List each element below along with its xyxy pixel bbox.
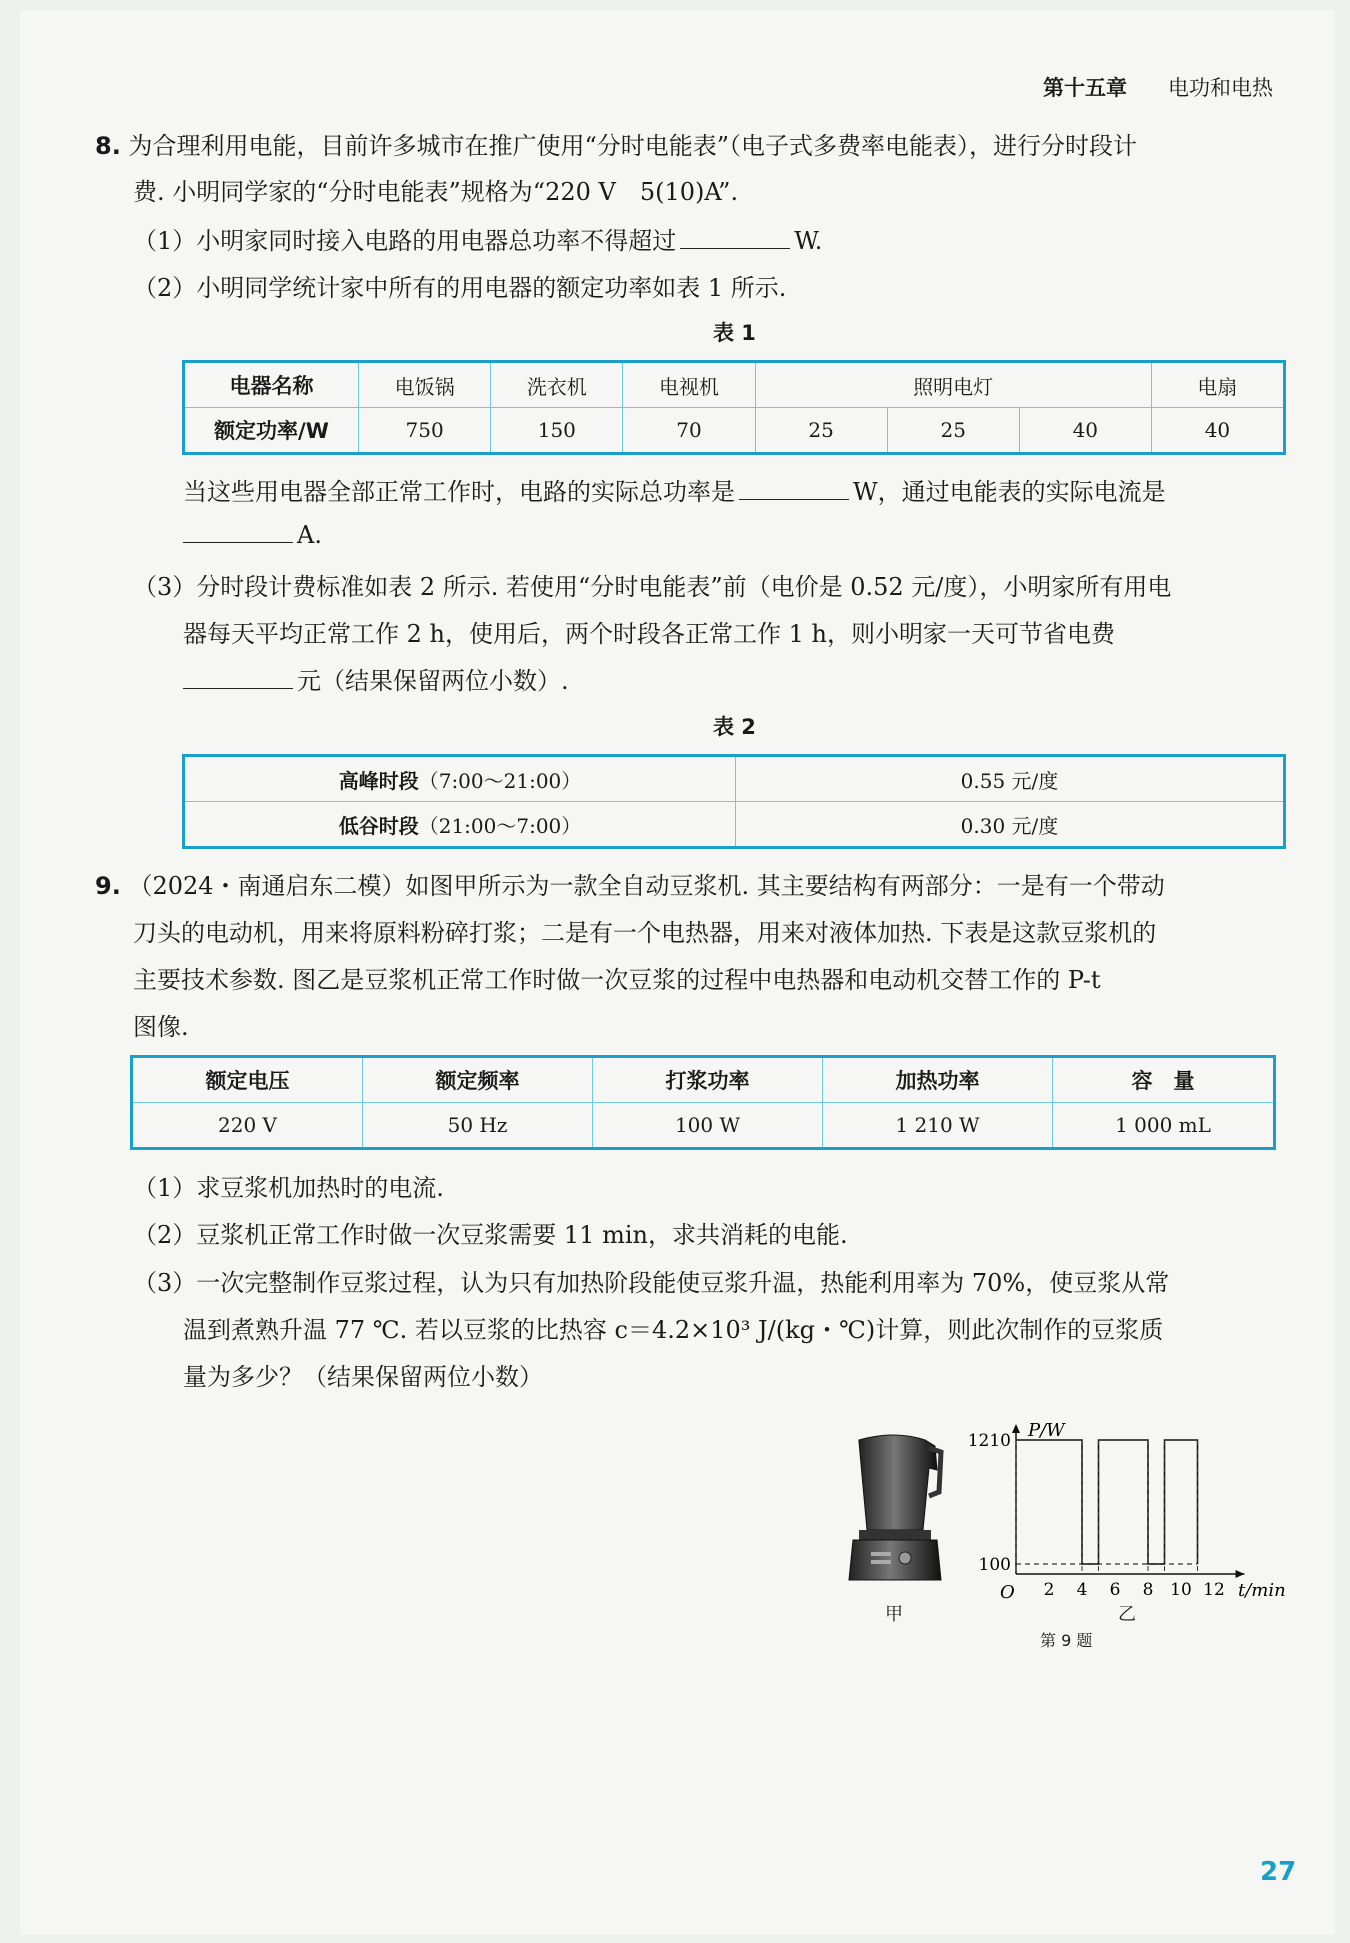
- table-cell: 70: [623, 408, 755, 454]
- table-header-cell: 电器名称: [184, 362, 359, 408]
- table-cell: 40: [1151, 408, 1284, 454]
- q8-part2-cont-unit: A.: [297, 521, 322, 549]
- table-header-cell: 额定功率/W: [184, 408, 359, 454]
- table-cell: 电视机: [623, 362, 755, 408]
- period-label: 高峰时段: [338, 768, 419, 793]
- table-row: [184, 362, 1285, 408]
- table-cell: 1 000 mL: [1053, 1103, 1275, 1149]
- table-cell: [184, 756, 736, 802]
- table-cell: 150: [491, 408, 623, 454]
- table-cell: 电饭锅: [358, 362, 490, 408]
- q9-number: 9.: [95, 872, 121, 900]
- q9-intro-3: 主要技术参数. 图乙是豆浆机正常工作时做一次豆浆的过程中电热器和电动机交替工作的 P-t: [133, 966, 1101, 994]
- x-tick-label: 6: [1109, 1580, 1121, 1600]
- figure-b-label: 乙: [1118, 1604, 1136, 1625]
- x-tick-label: 2: [1043, 1580, 1055, 1600]
- period-label: 低谷时段: [338, 813, 419, 838]
- figure-a-label: 甲: [885, 1604, 903, 1625]
- y-tick-label: 1210: [967, 1431, 1011, 1451]
- x-axis-arrow: [1236, 1570, 1245, 1578]
- period-time: （21:00～7:00）: [418, 813, 582, 838]
- table-cell: 1 210 W: [823, 1103, 1053, 1149]
- table-row: [184, 408, 1285, 454]
- q8-part2-cont-text: 当这些用电器全部正常工作时，电路的实际总功率是: [183, 478, 735, 506]
- q9-part2: （2）豆浆机正常工作时做一次豆浆需要 11 min，求共消耗的电能.: [133, 1221, 848, 1249]
- q9-intro-line1: [95, 866, 1165, 901]
- q9-intro-4: 图像.: [133, 1013, 189, 1041]
- q8-part2-cont: [183, 472, 1166, 507]
- origin-label: O: [1000, 1582, 1015, 1603]
- x-tick-label: 4: [1076, 1580, 1088, 1600]
- table-header-cell: 打浆功率: [593, 1057, 823, 1103]
- table-cell: 照明电灯: [755, 362, 1151, 408]
- q9-intro-2: 刀头的电动机，用来将原料粉碎打浆；二是有一个电热器，用来对液体加热. 下表是这款豆浆机的: [133, 919, 1157, 947]
- q8-intro-2: 费. 小明同学家的“分时电能表”规格为“220 V 5(10)A”.: [133, 178, 739, 206]
- figure-caption: 第 9 题: [1040, 1631, 1093, 1650]
- q8-intro-1: 为合理利用电能，目前许多城市在推广使用“分时电能表”（电子式多费率电能表），进行分时段计: [128, 132, 1138, 160]
- table-header-cell: 额定频率: [363, 1057, 593, 1103]
- x-tick-label: 10: [1170, 1580, 1192, 1600]
- q8-part1: [133, 221, 822, 256]
- table2: [182, 754, 1286, 849]
- table-row: [132, 1057, 1275, 1103]
- y-tick-label: 100: [978, 1555, 1011, 1575]
- table-header-cell: 容 量: [1053, 1057, 1275, 1103]
- table-cell: 洗衣机: [491, 362, 623, 408]
- q9-intro-1: （2024・南通启东二模）如图甲所示为一款全自动豆浆机. 其主要结构有两部分：一是有一个带动: [128, 872, 1165, 900]
- q8-part1-text: （1）小明家同时接入电路的用电器总功率不得超过: [133, 227, 677, 255]
- table-cell: 25: [755, 408, 887, 454]
- x-tick-label: 8: [1142, 1580, 1154, 1600]
- table-cell: 40: [1019, 408, 1151, 454]
- table-cell: 25: [887, 408, 1019, 454]
- answer-blank[interactable]: [183, 520, 293, 543]
- q9-part3-line2: 温到煮熟升温 77 ℃. 若以豆浆的比热容 c＝4.2×10³ J/(kg・℃)计算，则此次制作的豆浆质: [183, 1316, 1164, 1344]
- page-number: 27: [1260, 1857, 1297, 1887]
- q9-part1: （1）求豆浆机加热时的电流.: [133, 1174, 444, 1202]
- q8-part2-cont2: [183, 520, 322, 549]
- q8-part3-text: 元（结果保留两位小数）.: [297, 667, 569, 695]
- table-cell: 电扇: [1151, 362, 1284, 408]
- table1-caption: 表 1: [713, 321, 756, 345]
- q8-part2-cont-text2: W，通过电能表的实际电流是: [853, 478, 1166, 506]
- table-cell: 0.55 元/度: [736, 756, 1285, 802]
- q8-part3-line2: 器每天平均正常工作 2 h，使用后，两个时段各正常工作 1 h，则小明家一天可节省电费: [183, 620, 1115, 648]
- q8-number: 8.: [95, 132, 121, 160]
- x-tick-label: 12: [1203, 1580, 1225, 1600]
- answer-blank[interactable]: [739, 477, 849, 500]
- table-cell: 50 Hz: [363, 1103, 593, 1149]
- soymilk-maker-illustration: [845, 1432, 945, 1582]
- spec-table: [130, 1055, 1276, 1150]
- q8-part3-line1: （3）分时段计费标准如表 2 所示. 若使用“分时电能表”前（电价是 0.52 元/度），小明家所有用电: [133, 573, 1172, 601]
- q9-part3-line3: 量为多少？（结果保留两位小数）: [183, 1363, 543, 1391]
- period-time: （7:00～21:00）: [418, 768, 582, 793]
- table-cell: 100 W: [593, 1103, 823, 1149]
- y-axis-arrow: [1012, 1424, 1020, 1433]
- q8-part3-line3: [183, 661, 569, 696]
- y-axis-label: P/W: [1028, 1420, 1065, 1441]
- chapter-title: 第十五章: [1043, 76, 1127, 100]
- x-axis-label: t/min: [1238, 1580, 1286, 1601]
- table2-caption: 表 2: [713, 715, 756, 739]
- table-cell: 0.30 元/度: [736, 802, 1285, 848]
- answer-blank[interactable]: [183, 666, 293, 689]
- table-cell: 750: [358, 408, 490, 454]
- table-header-cell: 额定电压: [132, 1057, 363, 1103]
- table-row: [184, 756, 1285, 802]
- q8-part2: （2）小明同学统计家中所有的用电器的额定功率如表 1 所示.: [133, 274, 787, 302]
- answer-blank[interactable]: [680, 226, 790, 249]
- power-series-line: [1016, 1440, 1198, 1564]
- q8-intro-line1: [95, 126, 1137, 161]
- chapter-topic: 电功和电热: [1168, 76, 1273, 100]
- p-t-chart: [960, 1418, 1305, 1608]
- table-header-cell: 加热功率: [823, 1057, 1053, 1103]
- q9-part3-line1: （3）一次完整制作豆浆过程，认为只有加热阶段能使豆浆升温，热能利用率为 70%，使豆浆从常: [133, 1269, 1170, 1297]
- table1: [182, 360, 1286, 455]
- table-cell: [184, 802, 736, 848]
- table-row: [184, 802, 1285, 848]
- table-row: [132, 1103, 1275, 1149]
- table-cell: 220 V: [132, 1103, 363, 1149]
- q8-part1-unit: W.: [794, 227, 823, 255]
